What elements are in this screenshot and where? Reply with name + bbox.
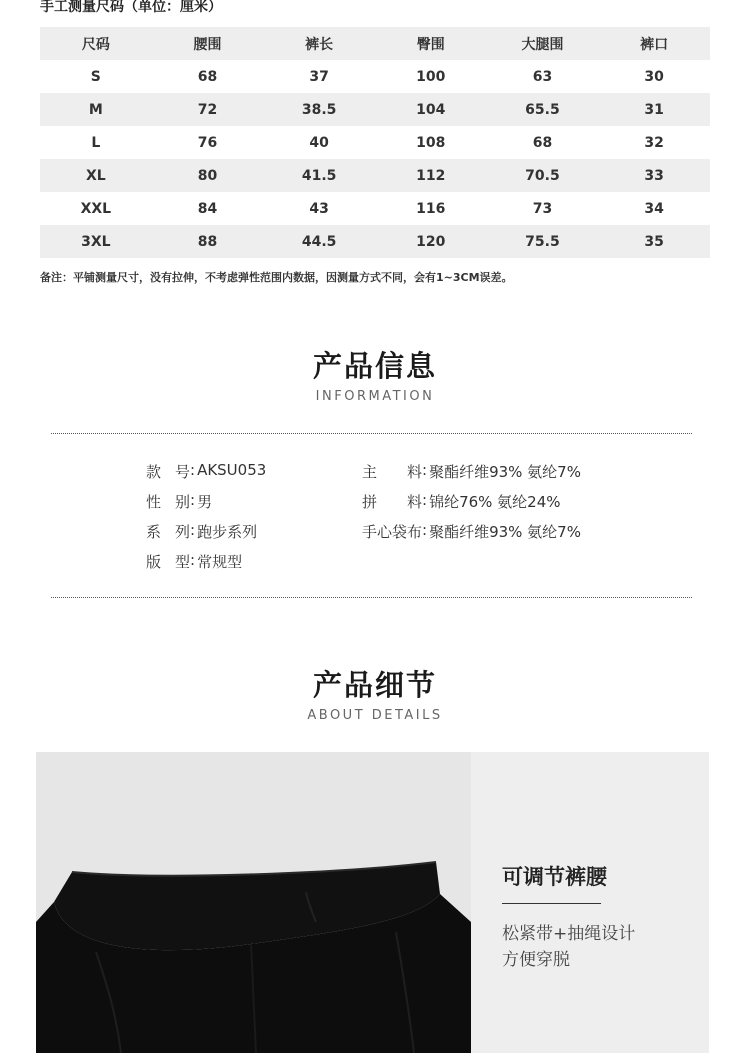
table-cell: 68 bbox=[197, 68, 218, 85]
table-cell: 70.5 bbox=[525, 167, 560, 184]
info-item-pocket-lining: 手心袋布 : 聚酯纤维93% 氨纶7% bbox=[362, 521, 581, 541]
table-header-row bbox=[40, 27, 710, 60]
info-label: 版 型 bbox=[146, 553, 190, 571]
header-hem: 裤口 bbox=[640, 36, 669, 53]
feature-line-1: 松紧带+抽绳设计 bbox=[502, 924, 636, 944]
table-row bbox=[40, 126, 710, 159]
header-hip: 臀围 bbox=[416, 36, 445, 53]
table-cell: 30 bbox=[644, 68, 664, 85]
table-cell: 73 bbox=[532, 200, 553, 217]
info-value: 聚酯纤维93% 氨纶7% bbox=[429, 463, 581, 481]
info-value: 锦纶76% 氨纶24% bbox=[429, 493, 561, 511]
info-value: AKSU053 bbox=[197, 461, 267, 479]
table-cell: L bbox=[91, 134, 101, 151]
table-cell: 44.5 bbox=[301, 233, 337, 250]
shorts-illustration bbox=[36, 752, 471, 1053]
table-cell: 100 bbox=[416, 68, 446, 85]
info-value: 聚酯纤维93% 氨纶7% bbox=[429, 523, 581, 541]
table-cell: 63 bbox=[532, 68, 553, 85]
table-cell: 38.5 bbox=[301, 101, 337, 118]
table-cell: 43 bbox=[309, 200, 329, 217]
table-cell: 75.5 bbox=[525, 233, 560, 250]
table-cell: 34 bbox=[644, 200, 664, 217]
table-cell: 104 bbox=[416, 101, 446, 118]
product-details-subtitle: ABOUT DETAILS bbox=[307, 708, 443, 723]
table-cell: 108 bbox=[416, 134, 446, 151]
product-details-title: 产品细节 bbox=[312, 668, 437, 702]
product-info-title: 产品信息 bbox=[312, 349, 437, 383]
table-cell: M bbox=[88, 101, 103, 118]
table-cell: 80 bbox=[197, 167, 218, 184]
header-length: 裤长 bbox=[305, 36, 334, 53]
info-label: 手心袋布 bbox=[362, 523, 423, 541]
table-cell: 65.5 bbox=[525, 101, 560, 118]
info-label: 款 号 bbox=[146, 463, 190, 481]
table-cell: 72 bbox=[197, 101, 218, 118]
info-item-style-no: 款 号 : AKSU053 bbox=[146, 461, 267, 481]
table-cell: 32 bbox=[644, 134, 664, 151]
divider-bottom bbox=[51, 597, 692, 598]
table-cell: 112 bbox=[416, 167, 446, 184]
table-cell: 120 bbox=[416, 233, 446, 250]
measurement-note: 备注：平铺测量尺寸，没有拉伸，不考虑弹性范围内数据，因测量方式不同，会有1~3CM误差。 bbox=[40, 271, 513, 284]
table-cell: 40 bbox=[309, 134, 329, 151]
table-cell: 35 bbox=[644, 233, 664, 250]
info-item-gender: 性 别 : 男 bbox=[146, 491, 213, 511]
size-chart-caption: 手工测量尺码（单位：厘米） bbox=[40, 0, 222, 15]
info-value: 男 bbox=[197, 493, 213, 511]
info-item-main-fabric: 主 料 : 聚酯纤维93% 氨纶7% bbox=[362, 461, 581, 481]
table-cell: XL bbox=[85, 167, 106, 184]
table-cell: 76 bbox=[197, 134, 218, 151]
table-row bbox=[40, 93, 710, 126]
info-item-series: 系 列 : 跑步系列 bbox=[146, 521, 258, 541]
header-waist: 腰围 bbox=[193, 36, 222, 53]
info-label: 系 列 bbox=[146, 523, 190, 541]
table-cell: 88 bbox=[197, 233, 218, 250]
product-info-subtitle: INFORMATION bbox=[315, 389, 435, 404]
info-label: 主 料 bbox=[362, 463, 422, 481]
divider-top bbox=[51, 433, 692, 434]
feature-divider bbox=[502, 903, 601, 904]
info-label: 性 别 bbox=[146, 493, 190, 511]
table-cell: 68 bbox=[532, 134, 553, 151]
info-item-panel-fabric: 拼 料 : 锦纶76% 氨纶24% bbox=[362, 491, 561, 511]
waistband-photo bbox=[36, 752, 471, 1053]
table-cell: S bbox=[90, 68, 101, 85]
table-cell: 33 bbox=[644, 167, 664, 184]
table-cell: 116 bbox=[416, 200, 446, 217]
info-item-fit: 版 型 : 常规型 bbox=[146, 551, 243, 571]
table-row bbox=[40, 60, 710, 93]
header-size: 尺码 bbox=[81, 36, 110, 53]
table-cell: 3XL bbox=[81, 233, 111, 250]
table-cell: 37 bbox=[309, 68, 329, 85]
feature-title: 可调节裤腰 bbox=[502, 865, 607, 889]
table-row bbox=[40, 225, 710, 258]
info-label: 拼 料 bbox=[362, 493, 422, 511]
feature-line-2: 方便穿脱 bbox=[502, 950, 570, 970]
table-cell: XXL bbox=[80, 200, 112, 217]
info-value: 常规型 bbox=[197, 553, 243, 571]
info-value: 跑步系列 bbox=[197, 523, 258, 541]
table-cell: 41.5 bbox=[301, 167, 337, 184]
table-cell: 84 bbox=[197, 200, 218, 217]
header-thigh: 大腿围 bbox=[521, 36, 564, 53]
table-row bbox=[40, 192, 710, 225]
table-row bbox=[40, 159, 710, 192]
size-chart-table bbox=[40, 27, 710, 258]
table-cell: 31 bbox=[644, 101, 664, 118]
